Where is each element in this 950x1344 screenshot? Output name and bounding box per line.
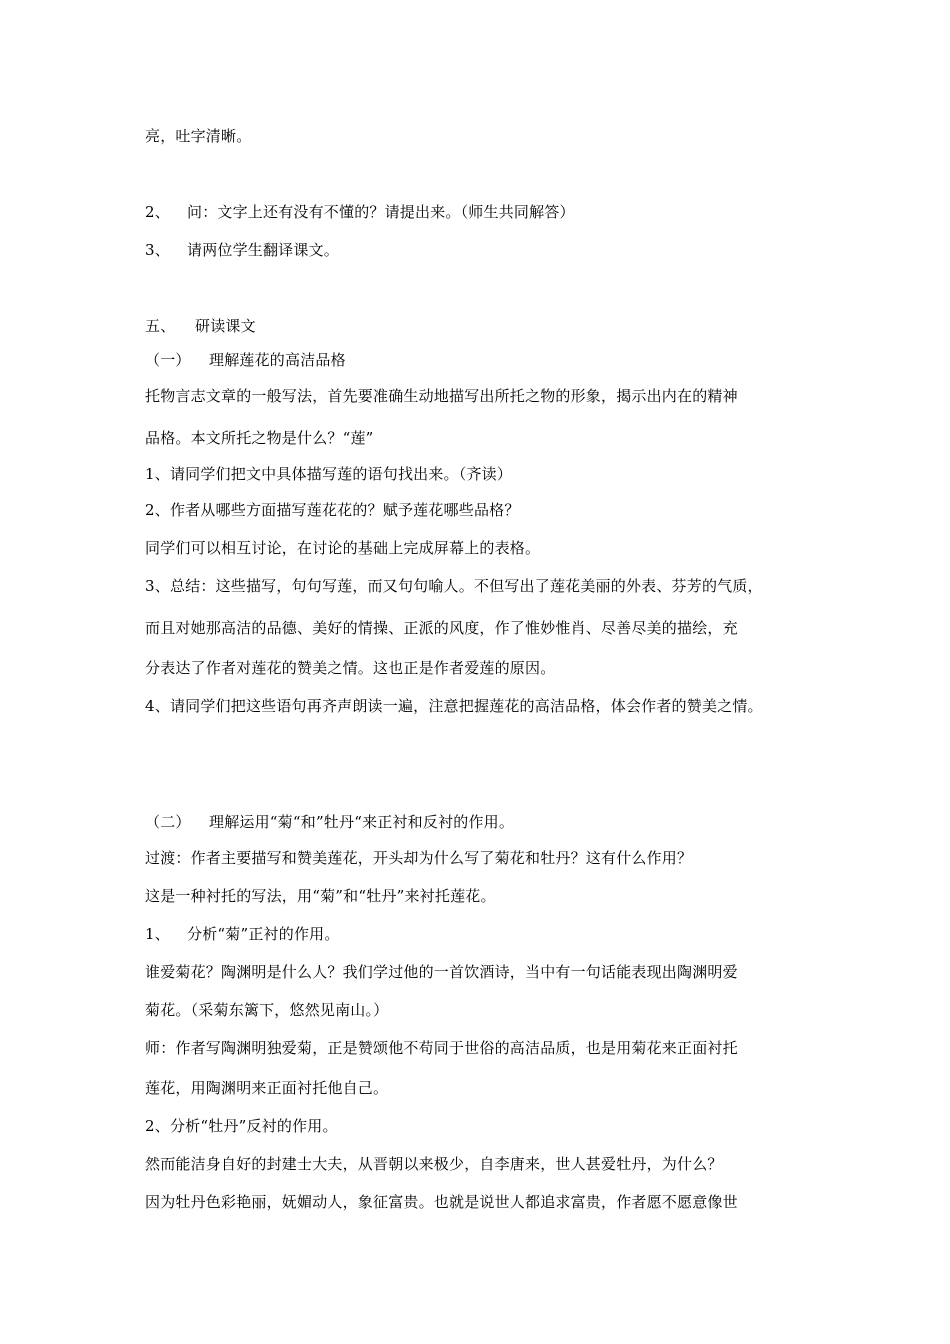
- text-line: 然而能洁身自好的封建士大夫，从晋朝以来极少，自李唐来，世人甚爱牡丹，为什么？: [145, 1155, 723, 1173]
- text-line: 莲花，用陶渊明来正面衬托他自己。: [145, 1079, 389, 1097]
- subsection-number: （一）: [145, 351, 191, 369]
- section-number: 五、: [145, 317, 176, 335]
- text-line: 2、作者从哪些方面描写莲花花的？赋予莲花哪些品格？: [145, 501, 520, 519]
- text-line: 4、请同学们把这些语句再齐声朗读一遍，注意把握莲花的高洁品格，体会作者的赞美之情。: [145, 697, 763, 715]
- text-line: 因为牡丹色彩艳丽，妩媚动人，象征富贵。也就是说世人都追求富贵，作者愿不愿意像世: [145, 1193, 738, 1211]
- text-line: 而且对她那高洁的品德、美好的情操、正派的风度，作了惟妙惟肖、尽善尽美的描绘，充: [145, 619, 738, 637]
- subsection-heading-2: [145, 812, 514, 832]
- item-text: 请两位学生翻译课文。: [187, 241, 340, 259]
- text-line: 谁爱菊花？陶渊明是什么人？我们学过他的一首饮酒诗，当中有一句话能表现出陶渊明爱: [145, 963, 738, 981]
- item-number: 1、: [145, 925, 170, 943]
- text-line: 过渡：作者主要描写和赞美莲花，开头却为什么写了菊花和牡丹？这有什么作用？: [145, 849, 693, 867]
- section-title: 研读课文: [195, 317, 256, 335]
- item-text: 问：文字上还有没有不懂的？请提出来。（师生共同解答）: [187, 203, 575, 221]
- item-number: 3、: [145, 241, 170, 259]
- text-line: 亮，吐字清晰。: [145, 127, 252, 145]
- text-line: 这是一种衬托的写法，用“菊”和“牡丹”来衬托莲花。: [145, 887, 496, 905]
- list-item-3: [145, 240, 339, 260]
- section-heading-5: [145, 316, 256, 336]
- text-line: 1、请同学们把文中具体描写莲的语句找出来。（齐读）: [145, 465, 513, 483]
- text-line: 同学们可以相互讨论，在讨论的基础上完成屏幕上的表格。: [145, 539, 541, 557]
- list-item-2: [145, 202, 575, 222]
- text-line: 菊花。（采菊东篱下，悠然见南山。）: [145, 1001, 389, 1019]
- text-line: 托物言志文章的一般写法，首先要准确生动地描写出所托之物的形象，揭示出内在的精神: [145, 387, 738, 405]
- text-line: 师：作者写陶渊明独爱菊，正是赞颂他不苟同于世俗的高洁品质，也是用菊花来正面衬托: [145, 1039, 738, 1057]
- list-item-1: [145, 924, 340, 944]
- text-line: 3、总结：这些描写，句句写莲，而又句句喻人。不但写出了莲花美丽的外表、芬芳的气质，: [145, 577, 763, 595]
- subsection-heading-1: [145, 350, 346, 370]
- item-number: 2、: [145, 203, 170, 221]
- text-line: 分表达了作者对莲花的赞美之情。这也正是作者爱莲的原因。: [145, 659, 556, 677]
- item-text: 分析“菊”正衬的作用。: [187, 925, 340, 943]
- text-line: 2、分析“牡丹”反衬的作用。: [145, 1117, 338, 1135]
- text-line: 品格。本文所托之物是什么？“莲”: [145, 429, 374, 447]
- subsection-number: （二）: [145, 813, 191, 831]
- subsection-title: 理解运用“菊“和”牡丹“来正衬和反衬的作用。: [209, 813, 515, 831]
- subsection-title: 理解莲花的高洁品格: [209, 351, 346, 369]
